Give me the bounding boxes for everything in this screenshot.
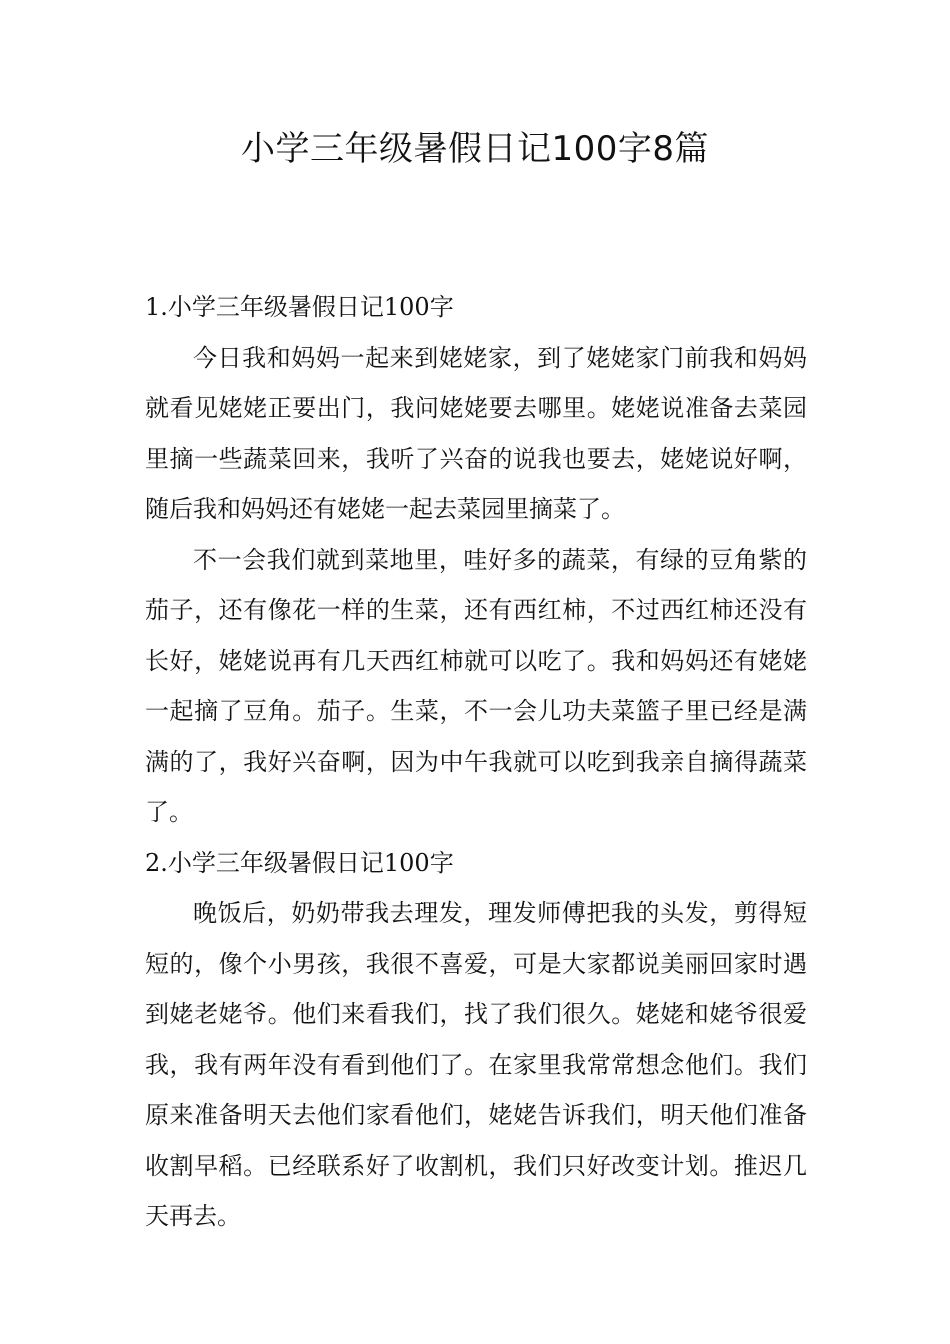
paragraph: 今日我和妈妈一起来到姥姥家，到了姥姥家门前我和妈妈就看见姥姥正要出门，我问姥姥要去哪里。姥姥说准备去菜园里摘一些蔬菜回来，我听了兴奋的说我也要去，姥姥说好啊，随后我和妈妈还有姥姥一起去菜园里摘菜了。: [145, 343, 807, 523]
paragraph: 晚饭后，奶奶带我去理发，理发师傅把我的头发，剪得短短的，像个小男孩，我很不喜爱，可是大家都说美丽回家时遇到姥老姥爷。他们来看我们，找了我们很久。姥姥和姥爷很爱我，我有两年没有看到他们了。在家里我常常想念他们。我们原来准备明天去他们家看他们，姥姥告诉我们，明天他们准备收割早稻。已经联系好了收割机，我们只好改变计划。推迟几天再去。: [145, 899, 807, 1230]
section-heading: 2.小学三年级暑假日记100字: [145, 848, 454, 877]
document-body: [145, 282, 807, 1242]
section-heading: 1.小学三年级暑假日记100字: [145, 293, 454, 321]
paragraph: 不一会我们就到菜地里，哇好多的蔬菜，有绿的豆角紫的茄子，还有像花一样的生菜，还有西红柿，不过西红柿还没有长好，姥姥说再有几天西红柿就可以吃了。我和妈妈还有姥姥一起摘了豆角。茄子。生菜，不一会儿功夫菜篮子里已经是满满的了，我好兴奋啊，因为中午我就可以吃到我亲自摘得蔬菜了。: [145, 545, 807, 826]
document-title: 小学三年级暑假日记100字8篇: [240, 129, 710, 169]
